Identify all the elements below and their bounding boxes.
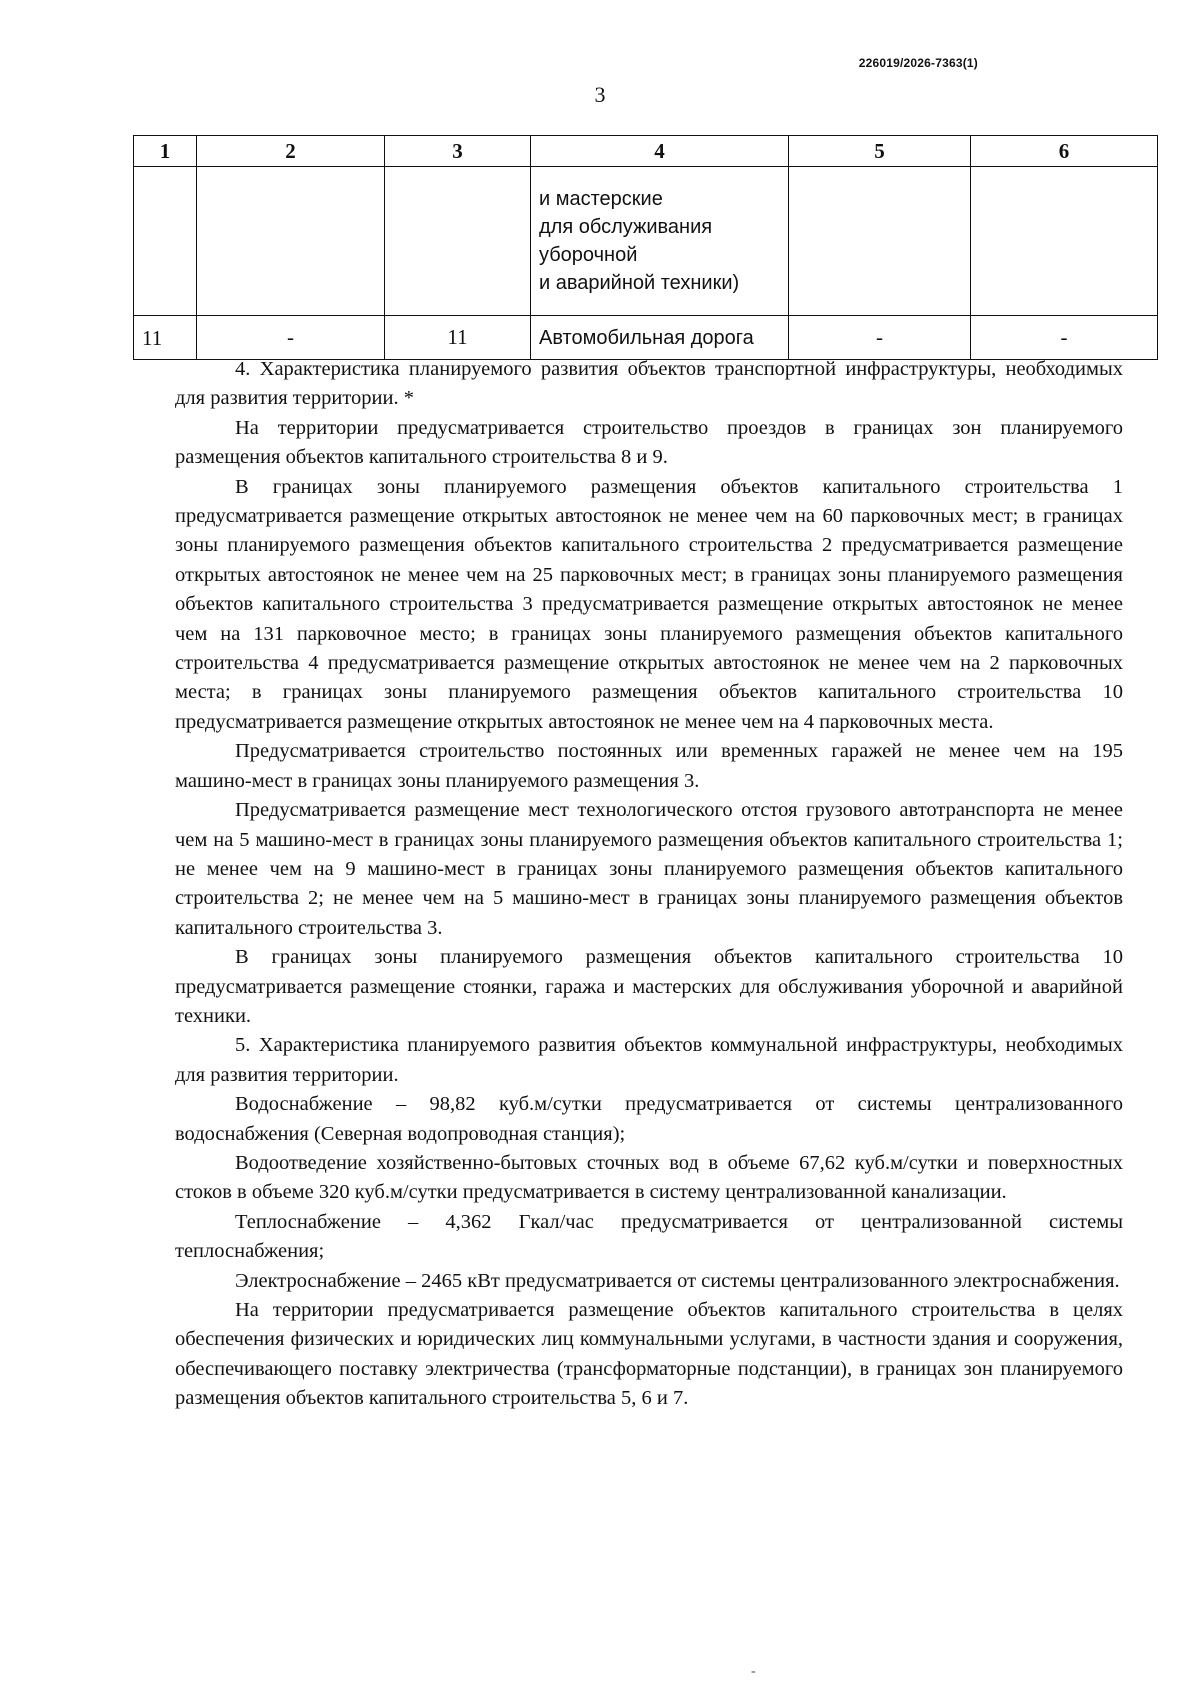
paragraph: На территории предусматривается строительство проездов в границах зон планируемого размещения объектов капитального строительства 8 и 9. (175, 416, 1123, 469)
table-cell: - (197, 316, 385, 360)
cell-line: для обслуживания (539, 216, 713, 238)
table-cell (197, 167, 385, 316)
table-cell (971, 167, 1158, 316)
paragraph: Предусматривается размещение мест технологического отстоя грузового автотранспорта не менее чем на 5 машино-мест в границах зоны планируемого размещения объектов капитального строительства 1; не менее чем на 9 машино-мест в границах зоны планируемого размещения объектов капитального строительства 2; не менее чем на 5 машино-мест в границах зоны планируемого размещения объектов капитального строительства 3. (175, 799, 1123, 939)
column-header: 6 (971, 136, 1158, 167)
table-cell-description: Автомобильная дорога (531, 316, 789, 360)
table-cell: - (971, 316, 1158, 360)
table-cell (134, 167, 197, 316)
table-cell-description (531, 167, 789, 316)
table-row (134, 167, 1158, 316)
table-cell: - (789, 316, 971, 360)
paragraph: На территории предусматривается размещение объектов капитального строительства в целях обеспечения физических и юридических лиц коммунальными услугами, в частности здания и сооружения, обеспечивающего поставку электричества (трансформаторные подстанции), в границах зон планируемого размещения объектов капитального строительства 5, 6 и 7. (175, 1299, 1123, 1410)
paragraph: В границах зоны планируемого размещения объектов капитального строительства 1 предусматривается размещение открытых автостоянок не менее чем на 60 парковочных мест; в границах зоны планируемого размещения объектов капитального строительства 2 предусматривается размещение открытых автостоянок не менее чем на 25 парковочных мест; в границах зоны планируемого размещения объектов капитального строительства 3 предусматривается размещение открытых автостоянок не менее чем на 131 парковочное место; в границах зоны планируемого размещения объектов капитального строительства 4 предусматривается размещение открытых автостоянок не менее чем на 2 парковочных места; в границах зоны планируемого размещения объектов капитального строительства 10 предусматривается размещение открытых автостоянок не менее чем на 4 парковочных места. (175, 475, 1123, 733)
table-cell: 11 (385, 316, 531, 360)
table-cell (385, 167, 531, 316)
column-header: 5 (789, 136, 971, 167)
table-cell: 11 (134, 316, 197, 360)
column-header: 3 (385, 136, 531, 167)
objects-table (133, 135, 1158, 360)
cell-line: и мастерские (539, 188, 663, 210)
paragraph: В границах зоны планируемого размещения объектов капитального строительства 10 предусматривается размещение стоянки, гаража и мастерских для обслуживания уборочной и аварийной техники. (175, 946, 1123, 1027)
table-header-row (134, 136, 1158, 167)
paragraph: Водоотведение хозяйственно-бытовых сточных вод в объеме 67,62 куб.м/сутки и поверхностных стоков в объеме 320 куб.м/сутки предусматривается в систему централизованной канализации. (175, 1151, 1123, 1204)
document-body (175, 355, 1123, 1414)
cell-line: и аварийной техники) (539, 272, 740, 294)
paragraph: Предусматривается строительство постоянных или временных гаражей не менее чем на 195 машино-мест в границах зоны планируемого размещения 3. (175, 740, 1123, 792)
paragraph: Электроснабжение – 2465 кВт предусматривается от системы централизованного электроснабжения. (235, 1269, 1120, 1292)
page-number: 3 (594, 82, 606, 107)
document-reg-number: 226019/2026-7363(1) (858, 56, 978, 70)
column-header: 1 (134, 136, 197, 167)
paragraph: Водоснабжение – 98,82 куб.м/сутки предусматривается от системы централизованного водоснабжения (Северная водопроводная станция); (175, 1093, 1123, 1145)
column-header: 4 (531, 136, 789, 167)
column-header: 2 (197, 136, 385, 167)
section-5-heading: 5. Характеристика планируемого развития объектов коммунальной инфраструктуры, необходимых для развития территории. (175, 1034, 1123, 1086)
table-row (134, 316, 1158, 360)
paragraph: Теплоснабжение – 4,362 Гкал/час предусматривается от централизованной системы теплоснабжения; (175, 1210, 1123, 1263)
cell-line: уборочной (539, 244, 638, 266)
table-cell (789, 167, 971, 316)
section-4-heading: 4. Характеристика планируемого развития объектов транспортной инфраструктуры, необходимых для развития территории. * (175, 358, 1123, 410)
scan-mark: - (751, 1664, 756, 1679)
